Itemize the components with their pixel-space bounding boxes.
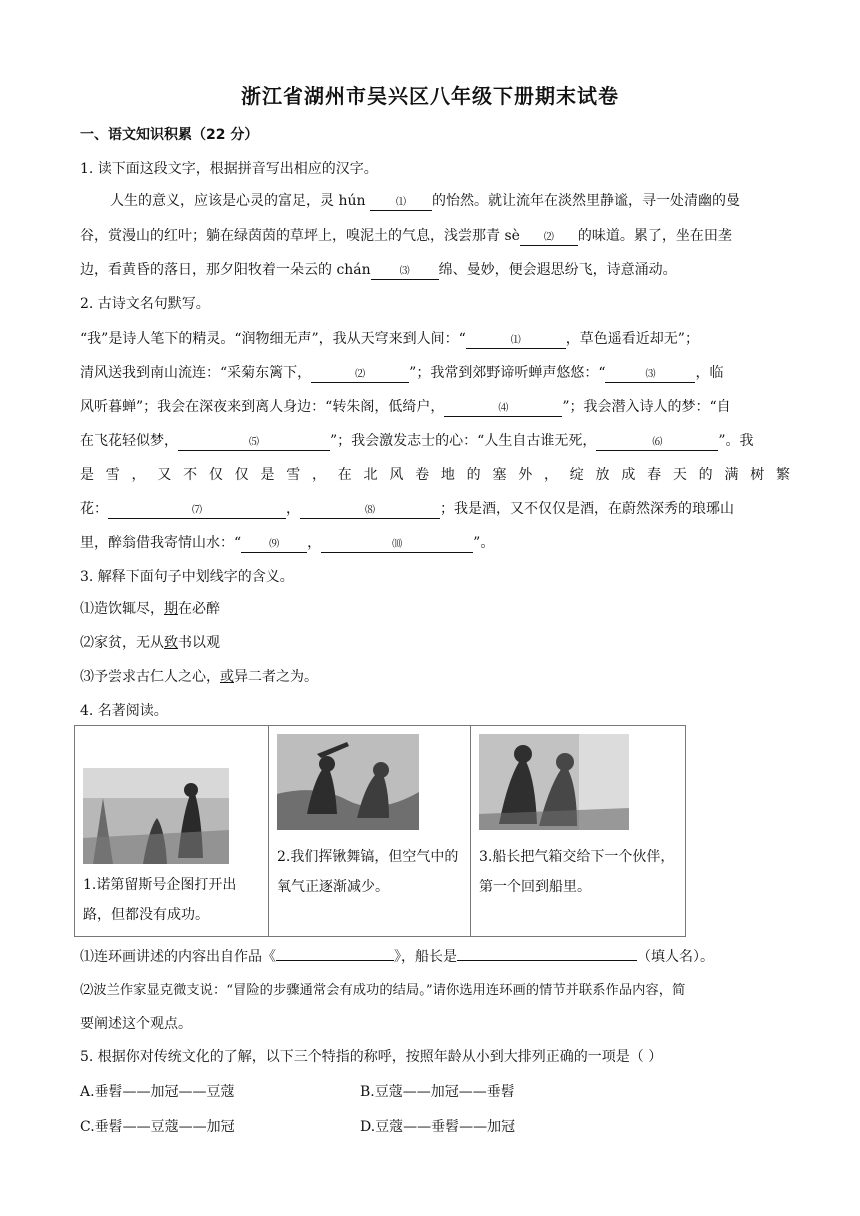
q3-item-2: ⑵家贫，无从致书以观 <box>80 635 220 651</box>
comic-table <box>74 725 686 937</box>
q2-stem: 2. 古诗文名句默写。 <box>80 296 210 312</box>
q2-blank-6[interactable]: ⑹ <box>596 436 718 451</box>
comic-image-1 <box>83 768 229 864</box>
q2-line-2: 清风送我到南山流连：“采菊东篱下， ⑵ ”；我常到郊野谛听蝉声悠悠：“ ⑶ ，临 <box>80 365 724 381</box>
q3-item-3: ⑶予尝求古仁人之心，或异二者之为。 <box>80 669 318 685</box>
q4-stem: 4. 名著阅读。 <box>80 703 168 719</box>
section-heading: 一、语文知识积累（22 分） <box>80 127 259 143</box>
q4-sub-1: ⑴连环画讲述的内容出自作品《 》，船长是 （填人名）。 <box>80 949 714 965</box>
underlined-char: 期 <box>164 601 178 617</box>
q2-blank-3[interactable]: ⑶ <box>605 368 695 383</box>
comic-panel-3 <box>471 726 685 936</box>
q2-blank-7[interactable]: ⑺ <box>108 504 286 519</box>
underlined-char: 致 <box>164 635 178 651</box>
q2-blank-2[interactable]: ⑵ <box>311 368 409 383</box>
q2-line-3: 风听暮蝉”；我会在深夜来到离人身边：“转朱阁，低绮户， ⑷ ”；我会潜入诗人的梦：“自 <box>80 399 731 415</box>
option-b[interactable]: B.豆蔻——加冠——垂髫 <box>360 1084 515 1100</box>
comic-image-3 <box>479 734 629 830</box>
q1-line-1: 人生的意义，应该是心灵的富足，灵 hún ⑴ 的怡然。就让流年在淡然里静谧，寻一处清幽的曼 <box>110 193 740 209</box>
book-title-blank[interactable] <box>276 960 394 961</box>
q2-blank-8[interactable]: ⑻ <box>300 504 440 519</box>
comic-panel-1 <box>75 726 269 936</box>
option-d[interactable]: D.豆蔻——垂髫——加冠 <box>360 1119 516 1135</box>
captain-name-blank[interactable] <box>457 960 637 961</box>
q2-blank-9[interactable]: ⑼ <box>241 538 307 553</box>
underlined-char: 或 <box>220 669 234 685</box>
q1-blank-3[interactable]: ⑶ <box>371 265 439 280</box>
q2-blank-1[interactable]: ⑴ <box>466 334 566 349</box>
option-c[interactable]: C.垂髫——豆蔻——加冠 <box>80 1119 235 1135</box>
q2-line-5: 是雪，又不仅仅是雪，在北风卷地的塞外，绽放成春天的满树繁 <box>80 467 790 483</box>
comic-caption-1: 1.诺第留斯号企图打开出路，但都没有成功。 <box>83 877 237 923</box>
q5-stem: 5. 根据你对传统文化的了解，以下三个特指的称呼，按照年龄从小到大排列正确的一项是（ ） <box>80 1049 663 1065</box>
q2-line-7: 里，醉翁借我寄情山水：“ ⑼ ， ⑽ ”。 <box>80 535 495 551</box>
q3-stem: 3. 解释下面句子中划线字的含义。 <box>80 569 294 585</box>
q1-blank-1[interactable]: ⑴ <box>370 196 432 211</box>
q3-item-1: ⑴造饮辄尽，期在必醉 <box>80 601 220 617</box>
q2-blank-5[interactable]: ⑸ <box>178 436 330 451</box>
q2-line-4: 在飞花轻似梦， ⑸ ”；我会激发志士的心：“人生自古谁无死， ⑹ ”。我 <box>80 433 754 449</box>
q4-sub-2-cont: 要阐述这个观点。 <box>80 1016 192 1032</box>
comic-caption-3: 3.船长把气箱交给下一个伙伴，第一个回到船里。 <box>479 849 675 895</box>
q4-sub-2: ⑵波兰作家显克微支说：“冒险的步骤通常会有成功的结局。”请你选用连环画的情节并联系作品内容，简 <box>80 983 686 998</box>
comic-caption-2: 2.我们挥锹舞镐，但空气中的氧气正逐渐减少。 <box>277 849 459 895</box>
q2-line-1: “我”是诗人笔下的精灵。“润物细无声”，我从天穹来到人间：“ ⑴ ，草色遥看近却无”； <box>80 331 699 347</box>
q1-blank-2[interactable]: ⑵ <box>520 231 578 246</box>
q1-line-3: 边，看黄昏的落日，那夕阳牧着一朵云的 chán ⑶ 绵、曼妙，便会遐思纷飞，诗意涌动。 <box>80 262 677 278</box>
q2-blank-4[interactable]: ⑷ <box>444 402 562 417</box>
page-title: 浙江省湖州市吴兴区八年级下册期末试卷 <box>241 84 619 108</box>
q1-stem: 1. 读下面这段文字，根据拼音写出相应的汉字。 <box>80 161 378 177</box>
q1-line-2: 谷，赏漫山的红叶；躺在绿茵茵的草坪上，嗅泥土的气息，浅尝那青 sè ⑵ 的味道。累了，坐在田垄 <box>80 228 732 244</box>
option-a[interactable]: A.垂髫——加冠——豆蔻 <box>80 1084 235 1100</box>
comic-panel-2 <box>269 726 471 936</box>
q2-blank-10[interactable]: ⑽ <box>321 538 473 553</box>
q2-line-6: 花： ⑺ ， ⑻ ；我是酒，又不仅仅是酒，在蔚然深秀的琅琊山 <box>80 501 734 517</box>
comic-image-2 <box>277 734 419 830</box>
